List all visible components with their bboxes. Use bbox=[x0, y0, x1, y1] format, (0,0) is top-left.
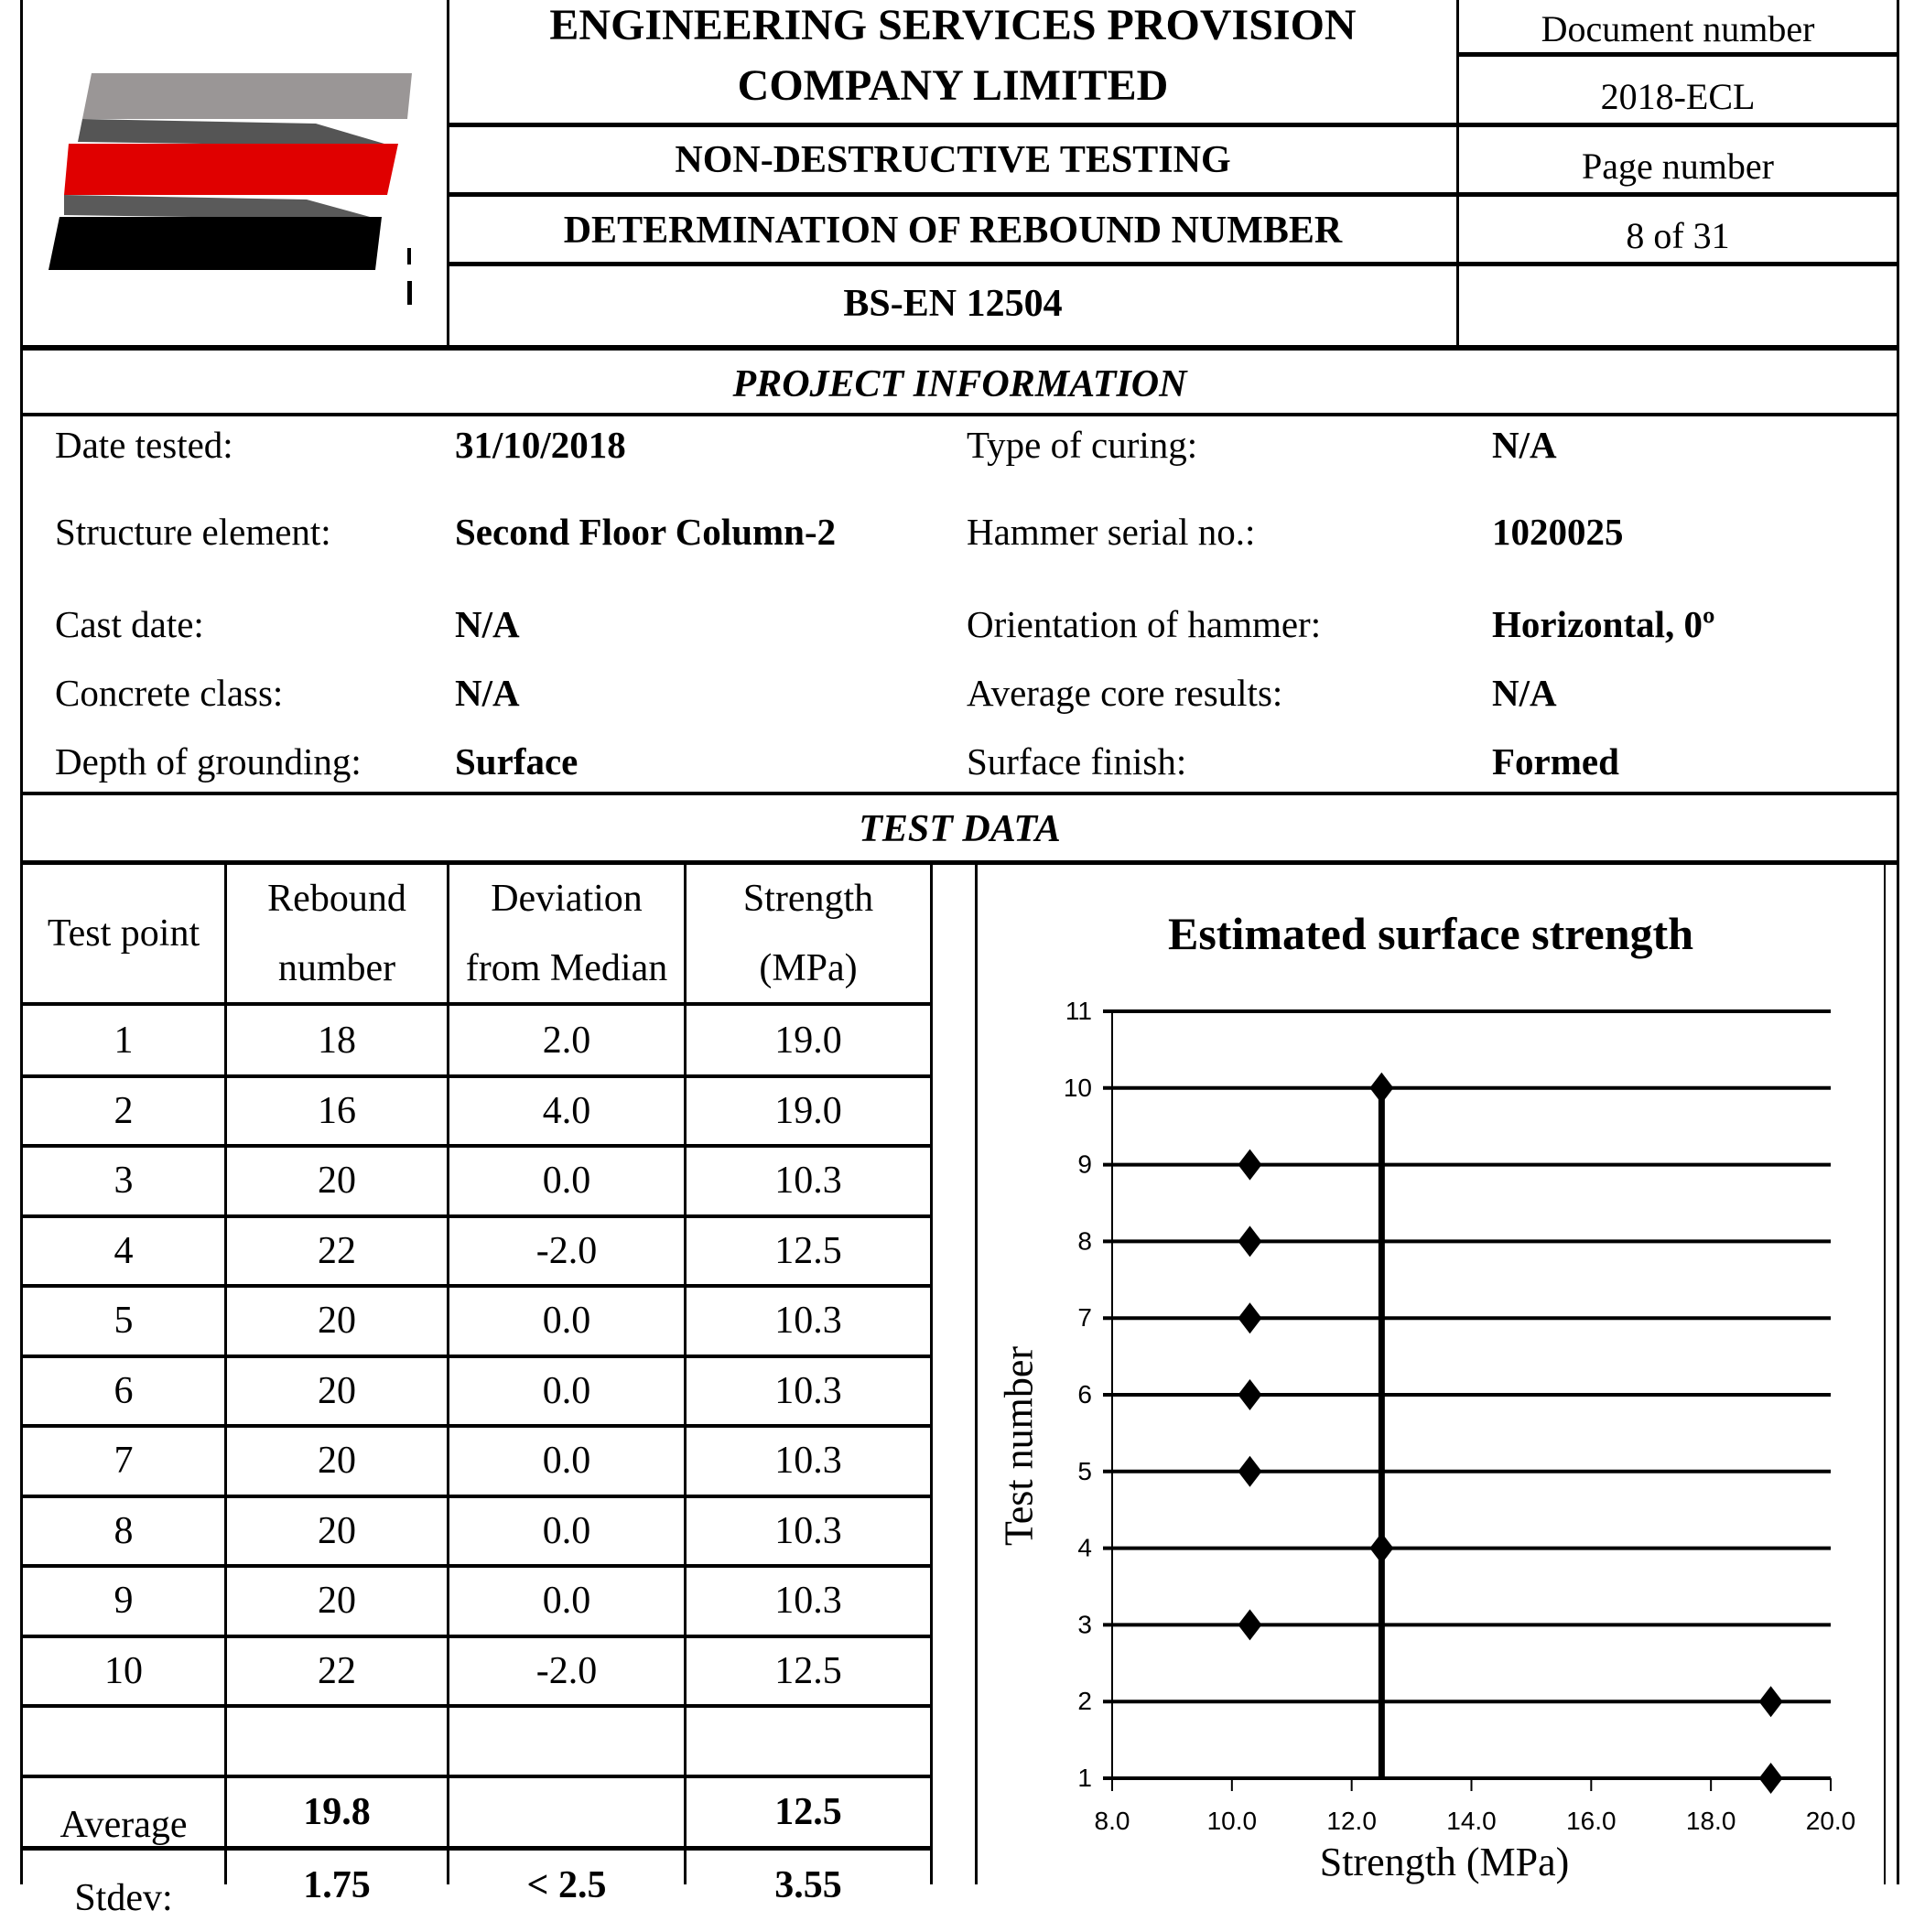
value-average-core-results: N/A bbox=[1492, 672, 1557, 714]
divider bbox=[20, 792, 1899, 795]
table-cell: 10.3 bbox=[774, 1509, 842, 1552]
y-tick-label: 1 bbox=[1077, 1764, 1092, 1792]
y-tick-label: 6 bbox=[1077, 1380, 1092, 1409]
doc-number-label: Document number bbox=[1541, 8, 1815, 49]
logo-icon bbox=[41, 69, 426, 307]
table-cell: 20 bbox=[318, 1509, 356, 1552]
label-surface-finish: Surface finish: bbox=[967, 740, 1187, 783]
average-deviation bbox=[449, 1778, 684, 1846]
chart-title: Estimated surface strength bbox=[1168, 908, 1693, 959]
table-cell: 20 bbox=[318, 1300, 356, 1343]
x-tick-label: 20.0 bbox=[1805, 1807, 1856, 1835]
table-cell: 5 bbox=[114, 1300, 134, 1343]
y-tick-label: 11 bbox=[1065, 997, 1092, 1025]
table-cell: 1 bbox=[114, 1020, 134, 1063]
diamond-marker-icon bbox=[1238, 1456, 1261, 1487]
x-tick-label: 8.0 bbox=[1094, 1807, 1130, 1835]
label-average-core-results: Average core results: bbox=[967, 672, 1283, 714]
table-cell: 10.3 bbox=[774, 1369, 842, 1412]
diamond-marker-icon bbox=[1238, 1225, 1261, 1257]
column-header-line: (MPa) bbox=[759, 947, 858, 989]
x-tick-label: 10.0 bbox=[1206, 1807, 1258, 1835]
table-cell: 22 bbox=[318, 1649, 356, 1692]
y-tick-label: 7 bbox=[1077, 1303, 1092, 1333]
label-structure-element: Structure element: bbox=[55, 511, 331, 553]
table-cell: 0.0 bbox=[542, 1509, 591, 1552]
value-structure-element: Second Floor Column-2 bbox=[455, 511, 837, 553]
table-cell: 10.3 bbox=[774, 1300, 842, 1343]
section-title-project-information: PROJECT INFORMATION bbox=[732, 363, 1187, 405]
table-cell: 3 bbox=[114, 1160, 134, 1203]
test-name: DETERMINATION OF REBOUND NUMBER bbox=[563, 210, 1343, 252]
scatter-chart bbox=[978, 865, 1884, 1884]
table-cell: 6 bbox=[114, 1369, 134, 1412]
diamond-marker-icon bbox=[1759, 1763, 1783, 1794]
stdev-deviation: < 2.5 bbox=[526, 1863, 607, 1906]
y-tick-label: 2 bbox=[1077, 1687, 1092, 1716]
y-tick-label: 4 bbox=[1077, 1533, 1092, 1562]
page-number-label: Page number bbox=[1582, 146, 1774, 187]
chart-border-right bbox=[1884, 865, 1886, 1884]
table-cell: 10.3 bbox=[774, 1160, 842, 1203]
column-header-line: Deviation bbox=[491, 878, 643, 920]
average-rebound: 19.8 bbox=[303, 1790, 371, 1833]
divider bbox=[20, 345, 1899, 351]
table-cell: 20 bbox=[318, 1160, 356, 1203]
table-cell: 18 bbox=[318, 1020, 356, 1063]
table-cell: 22 bbox=[318, 1229, 356, 1272]
table-cell: 20 bbox=[318, 1369, 356, 1412]
label-depth-of-grounding: Depth of grounding: bbox=[55, 740, 362, 783]
table-row-line bbox=[20, 1846, 933, 1851]
table-col-line bbox=[930, 865, 933, 1884]
diamond-marker-icon bbox=[1238, 1379, 1261, 1410]
table-cell bbox=[449, 1706, 684, 1776]
average-strength: 12.5 bbox=[774, 1790, 842, 1833]
table-cell: 0.0 bbox=[542, 1160, 591, 1203]
table-cell: 8 bbox=[114, 1509, 134, 1552]
y-tick-label: 8 bbox=[1077, 1226, 1092, 1256]
stdev-label: Stdev: bbox=[74, 1876, 173, 1919]
table-cell: 16 bbox=[318, 1089, 356, 1132]
table-cell: -2.0 bbox=[535, 1229, 598, 1272]
test-category: NON-DESTRUCTIVE TESTING bbox=[675, 139, 1231, 181]
table-cell: 9 bbox=[114, 1580, 134, 1623]
value-depth-of-grounding: Surface bbox=[455, 740, 579, 783]
y-axis-label: Test number bbox=[996, 1345, 1042, 1547]
table-cell: 0.0 bbox=[542, 1300, 591, 1343]
diamond-marker-icon bbox=[1238, 1149, 1261, 1181]
table-cell: 0.0 bbox=[542, 1369, 591, 1412]
diamond-marker-icon bbox=[1369, 1533, 1393, 1564]
table-cell: 4.0 bbox=[542, 1089, 591, 1132]
x-tick-label: 18.0 bbox=[1685, 1807, 1736, 1835]
column-header-line: Rebound bbox=[267, 878, 406, 920]
column-header-line: Strength bbox=[742, 878, 874, 920]
chart-plot bbox=[978, 865, 1884, 1884]
company-logo bbox=[41, 69, 426, 307]
table-cell: 7 bbox=[114, 1440, 134, 1483]
diamond-marker-icon bbox=[1238, 1302, 1261, 1333]
table-cell: 19.0 bbox=[774, 1089, 842, 1132]
table-cell: 19.0 bbox=[774, 1020, 842, 1063]
column-header-deviation bbox=[449, 865, 684, 1002]
average-label: Average bbox=[59, 1803, 188, 1846]
doc-number: 2018-ECL bbox=[1600, 76, 1756, 117]
column-header-rebound bbox=[227, 865, 447, 1002]
x-axis-label: Strength (MPa) bbox=[1319, 1840, 1570, 1884]
value-concrete-class: N/A bbox=[455, 672, 520, 714]
test-standard: BS-EN 12504 bbox=[843, 283, 1063, 325]
diamond-marker-icon bbox=[1369, 1073, 1393, 1104]
table-cell bbox=[227, 1706, 447, 1776]
table-cell: 10.3 bbox=[774, 1580, 842, 1623]
table-cell bbox=[23, 1706, 224, 1776]
table-cell: 0.0 bbox=[542, 1580, 591, 1623]
label-concrete-class: Concrete class: bbox=[55, 672, 284, 714]
table-cell: 20 bbox=[318, 1580, 356, 1623]
section-title-test-data: TEST DATA bbox=[859, 808, 1061, 850]
y-axis-label-wrap bbox=[991, 1309, 1046, 1583]
diamond-marker-icon bbox=[1759, 1686, 1783, 1717]
column-header-test-point: Test point bbox=[47, 912, 200, 955]
value-hammer-orientation: Horizontal, 0º bbox=[1492, 603, 1715, 645]
value-surface-finish: Formed bbox=[1492, 740, 1619, 783]
x-tick-label: 12.0 bbox=[1326, 1807, 1377, 1835]
y-tick-label: 10 bbox=[1063, 1073, 1092, 1102]
stdev-rebound: 1.75 bbox=[303, 1863, 371, 1906]
y-tick-label: 9 bbox=[1077, 1149, 1092, 1179]
table-cell: -2.0 bbox=[535, 1649, 598, 1692]
column-header-line: number bbox=[277, 947, 396, 989]
y-tick-label: 5 bbox=[1077, 1456, 1092, 1485]
stdev-strength: 3.55 bbox=[774, 1863, 842, 1906]
table-cell: 2 bbox=[114, 1089, 134, 1132]
table-cell: 10.3 bbox=[774, 1440, 842, 1483]
x-tick-label: 14.0 bbox=[1446, 1807, 1497, 1835]
column-header-strength bbox=[687, 865, 930, 1002]
page-number: 8 of 31 bbox=[1626, 215, 1730, 256]
label-date-tested: Date tested: bbox=[55, 424, 233, 466]
value-date-tested: 31/10/2018 bbox=[455, 424, 626, 466]
divider bbox=[20, 413, 1899, 416]
x-tick-label: 16.0 bbox=[1566, 1807, 1617, 1835]
y-tick-label: 3 bbox=[1077, 1610, 1092, 1639]
label-type-of-curing: Type of curing: bbox=[967, 424, 1198, 466]
value-cast-date: N/A bbox=[455, 603, 520, 645]
table-cell: 12.5 bbox=[774, 1649, 842, 1692]
value-hammer-serial: 1020025 bbox=[1492, 511, 1624, 553]
table-cell: 4 bbox=[114, 1229, 134, 1272]
diamond-marker-icon bbox=[1238, 1609, 1261, 1640]
company-name-line1: ENGINEERING SERVICES PROVISION bbox=[549, 1, 1357, 49]
table-cell: 2.0 bbox=[542, 1020, 591, 1063]
frame-right bbox=[1897, 0, 1899, 1884]
company-name-line2: COMPANY LIMITED bbox=[737, 61, 1169, 110]
table-cell bbox=[687, 1706, 930, 1776]
column-header-line: from Median bbox=[465, 947, 668, 989]
label-cast-date: Cast date: bbox=[55, 603, 204, 645]
label-hammer-serial: Hammer serial no.: bbox=[967, 511, 1256, 553]
table-cell: 20 bbox=[318, 1440, 356, 1483]
table-cell: 10 bbox=[104, 1649, 143, 1692]
label-hammer-orientation: Orientation of hammer: bbox=[967, 603, 1322, 645]
company-name bbox=[449, 0, 1456, 116]
value-type-of-curing: N/A bbox=[1492, 424, 1557, 466]
table-cell: 0.0 bbox=[542, 1440, 591, 1483]
table-cell: 12.5 bbox=[774, 1229, 842, 1272]
